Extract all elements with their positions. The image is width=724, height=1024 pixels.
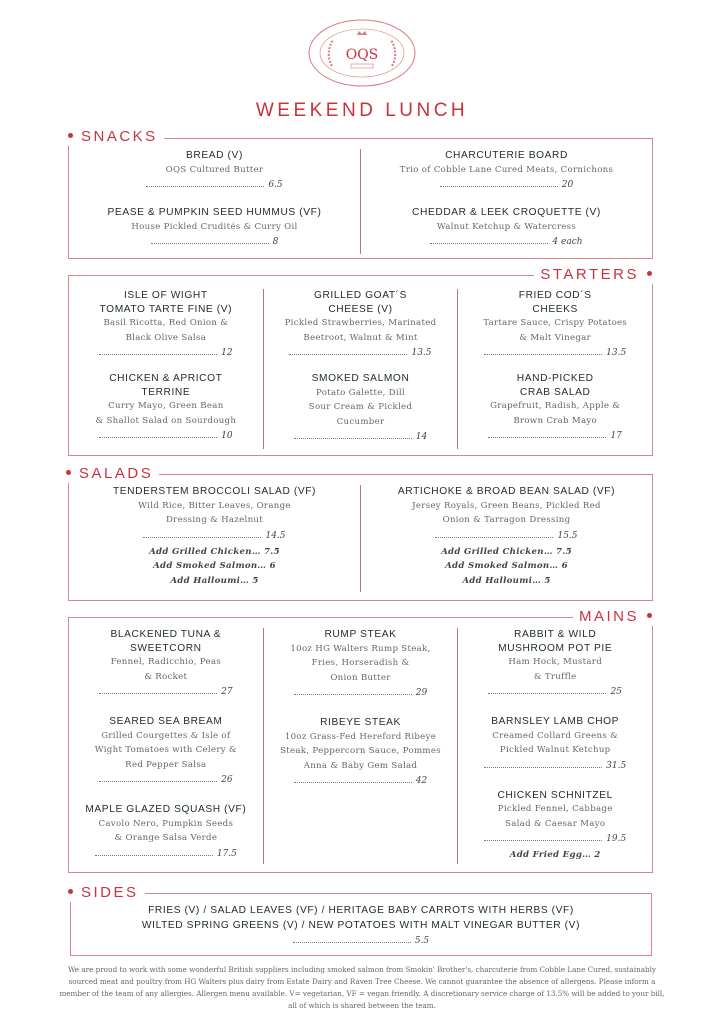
item-name: BLACKENED TUNA & [110, 629, 222, 640]
item-name: RABBIT & WILD [514, 629, 597, 640]
item-name: RIBEYE STEAK [320, 717, 401, 728]
item-description: Pickled Fennel, Cabbage [497, 804, 613, 814]
price-value: 6.5 [268, 180, 283, 190]
bullet-icon [66, 470, 71, 475]
mains-heading-text: MAINS [578, 608, 639, 625]
item-description: Wight Tomatoes with Celery & [94, 745, 237, 755]
menu-column [458, 628, 652, 864]
item-name: SMOKED SALMON [311, 373, 410, 384]
salads-heading [60, 465, 159, 483]
item-description: Pickled Strawberries, Marinated [284, 318, 437, 328]
menu-item [108, 206, 322, 251]
item-description: Brown Crab Mayo [513, 415, 598, 426]
menu-column [69, 628, 263, 864]
item-price [294, 773, 427, 790]
price-leader [488, 428, 606, 438]
price-leader [430, 234, 548, 244]
starters-heading-text: STARTERS [540, 266, 639, 283]
item-price [488, 428, 621, 445]
item-description: Fennel, Radicchio, Peas [110, 657, 222, 667]
menu-column [69, 149, 360, 254]
item-addon: Add Halloumi… 5 [170, 575, 259, 586]
footer-note: We are proud to work with some wonderful British suppliers including smoked salmon from Smokin' Brother's, charcuterie from Cobble Lane Cured, sustainably sourced meat and poultry from HG Walters plus dairy from Estate Dairy and Raven Tree Cheese. We cannot guarantee the absence of allergens. Please inform a member of the team of any allergies. Allergen menu available. V= vegetarian, VF = vegan friendly. A discretionary service charge of 13.5% will be added to your bill, all of which is shared between the team. [59, 965, 665, 1010]
item-price [99, 345, 232, 362]
snacks-section [68, 138, 653, 259]
item-description: Sour Cream & Pickled [308, 402, 413, 412]
item-price [484, 758, 626, 775]
item-name: ARTICHOKE & BROAD BEAN SALAD (VF) [397, 486, 616, 497]
item-price [99, 428, 232, 445]
sides-line: WILTED SPRING GREENS (V) / NEW POTATOES WITH MALT VINEGAR BUTTER (V) [141, 920, 581, 931]
item-addon: Add Halloumi… 5 [462, 575, 551, 586]
price-leader [484, 758, 602, 768]
oqs-logo [307, 18, 417, 88]
price-leader [294, 429, 412, 439]
price-value: 15.5 [557, 530, 578, 541]
menu-item [398, 485, 615, 588]
item-price [146, 177, 282, 194]
price-leader [99, 428, 217, 438]
bullet-icon [647, 271, 652, 276]
item-addon: Add Grilled Chicken… 7.5 [441, 546, 572, 557]
item-description: Grilled Courgettes & Isle of [101, 730, 231, 741]
snacks-heading-text: SNACKS [81, 128, 158, 145]
price-value: 19.5 [606, 834, 627, 844]
menu-item [95, 715, 237, 789]
menu-column [264, 289, 458, 449]
mains-heading [573, 608, 658, 626]
price-leader [440, 177, 558, 187]
item-price [289, 345, 431, 362]
menu-item [99, 289, 232, 362]
item-description: House Pickled Crudités & Curry Oil [131, 221, 298, 232]
menu-title: WEEKEND LUNCH [255, 100, 469, 121]
item-name: CRAB SALAD [519, 386, 591, 398]
price-leader [488, 684, 606, 694]
item-name: CHICKEN SCHNITZEL [497, 789, 613, 801]
sides-line: FRIES (V) / SALAD LEAVES (VF) / HERITAGE BABY CARROTS WITH HERBS (VF) [148, 905, 574, 916]
menu-item [400, 149, 613, 194]
item-name: CHEESE (V) [328, 303, 393, 315]
item-name: PEASE & PUMPKIN SEED HUMMUS (VF) [107, 207, 322, 218]
item-name: TOMATO TARTE FINE (V) [99, 303, 233, 315]
starters-heading [534, 266, 658, 284]
item-price [95, 846, 237, 863]
logo-monogram: OQS [345, 47, 379, 63]
menu-item [146, 149, 282, 194]
item-description: Potato Galette, Dill [316, 387, 405, 398]
item-description: Basil Ricotta, Red Onion & [103, 318, 229, 328]
price-value: 31.5 [606, 760, 627, 771]
item-description: & Truffle [533, 671, 577, 682]
price-value: 27 [221, 687, 233, 697]
item-price [430, 234, 582, 251]
item-description: Onion & Tarragon Dressing [442, 515, 571, 525]
menu-item [412, 206, 601, 251]
menu-item [99, 628, 232, 701]
item-name: MUSHROOM POT PIE [498, 642, 613, 654]
item-description: Cucumber [336, 416, 385, 427]
menu-item [85, 803, 246, 863]
item-name: BREAD (V) [186, 150, 243, 161]
price-value: 14 [415, 432, 428, 442]
menu-column [361, 485, 652, 592]
item-description: Beetroot, Walnut & Mint [303, 332, 418, 343]
item-description: Onion Butter [330, 672, 391, 683]
item-description: 10oz HG Walters Rump Steak, [290, 643, 431, 654]
item-name: RUMP STEAK [324, 629, 397, 640]
price-value: 20 [561, 180, 574, 190]
item-addon: Add Grilled Chicken… 7.5 [149, 546, 280, 557]
item-description: & Orange Salsa Verde [114, 833, 218, 843]
item-name: CHICKEN & APRICOT [109, 373, 223, 384]
item-description: Black Olive Salsa [125, 332, 207, 343]
item-addon: Add Smoked Salmon… 6 [153, 561, 276, 571]
item-description: Cavolo Nero, Pumpkin Seeds [98, 818, 234, 829]
item-description: Pickled Walnut Ketchup [499, 745, 611, 755]
item-description: & Shallot Salad on Sourdough [95, 415, 237, 426]
menu-column [458, 289, 652, 449]
price-leader [294, 773, 412, 783]
menu-column [69, 289, 263, 449]
item-description: Walnut Ketchup & Watercress [436, 221, 577, 232]
price-value: 17.5 [216, 848, 237, 859]
price-value: 4 each [552, 237, 583, 247]
price-leader [435, 528, 553, 538]
price-leader [99, 772, 217, 782]
item-price [484, 831, 626, 848]
price-leader [151, 234, 269, 244]
item-price [99, 684, 232, 701]
item-name: SWEETCORN [130, 642, 202, 654]
item-price [294, 429, 427, 446]
mains-section [68, 617, 653, 873]
item-name: ISLE OF WIGHT [124, 290, 208, 301]
menu-item [294, 372, 427, 446]
item-description: & Malt Vinegar [519, 332, 591, 343]
price-value: 12 [221, 348, 233, 358]
menu-item [280, 716, 441, 790]
sides-heading [62, 884, 145, 902]
snacks-heading [62, 128, 164, 146]
item-price [435, 528, 577, 545]
item-price [488, 684, 621, 701]
item-description: Curry Mayo, Green Bean [108, 401, 224, 411]
price-value: 5.5 [414, 936, 430, 946]
price-leader [143, 528, 261, 538]
item-description: Trio of Cobble Lane Cured Meats, Cornichons [399, 164, 614, 175]
item-description: Anna & Baby Gem Salad [303, 760, 418, 771]
item-description: Red Pepper Salsa [125, 759, 207, 770]
item-name: SEARED SEA BREAM [109, 716, 223, 727]
bullet-icon [68, 133, 73, 138]
sides-heading-text: SIDES [81, 884, 139, 901]
price-value: 25 [610, 687, 622, 697]
item-price [440, 177, 573, 194]
item-name: FRIED COD´S [518, 290, 592, 301]
sides-price [293, 933, 429, 950]
bullet-icon [68, 889, 73, 894]
price-value: 42 [415, 776, 428, 786]
item-name: CHARCUTERIE BOARD [445, 150, 568, 161]
menu-item [484, 789, 626, 863]
starters-section [68, 275, 653, 456]
item-description: Ham Hock, Mustard [508, 657, 603, 667]
price-leader [95, 846, 213, 856]
item-price [294, 685, 427, 702]
item-description: Creamed Collard Greens & [492, 730, 619, 741]
price-value: 8 [272, 237, 279, 247]
item-description: 10oz Grass-Fed Hereford Ribeye [284, 731, 437, 742]
menu-column [264, 628, 458, 864]
item-addon: Add Smoked Salmon… 6 [445, 561, 568, 571]
price-leader [293, 933, 411, 943]
menu-item [95, 372, 236, 445]
item-addon: Add Fried Egg… 2 [509, 850, 601, 860]
item-name: GRILLED GOAT´S [313, 290, 408, 301]
item-name: CHEEKS [532, 303, 578, 315]
item-description: & Rocket [144, 671, 188, 682]
price-leader [99, 345, 217, 355]
item-description: Grapefruit, Radish, Apple & [490, 401, 621, 411]
menu-item [484, 715, 626, 775]
price-value: 14.5 [265, 530, 286, 541]
price-value: 10 [221, 431, 233, 441]
salads-heading-text: SALADS [79, 465, 154, 482]
menu-item [483, 289, 627, 362]
price-leader [294, 685, 412, 695]
salads-section [68, 474, 653, 601]
item-name: BARNSLEY LAMB CHOP [491, 716, 620, 727]
price-value: 13.5 [411, 348, 432, 358]
menu-column [361, 149, 652, 254]
bullet-icon [647, 613, 652, 618]
price-leader [146, 177, 264, 187]
item-name: MAPLE GLAZED SQUASH (VF) [85, 804, 247, 815]
item-price [99, 772, 232, 789]
item-description: OQS Cultured Butter [165, 164, 264, 175]
menu-item [290, 628, 430, 702]
item-description: Dressing & Hazelnut [165, 515, 263, 525]
price-value: 29 [415, 688, 428, 698]
menu-item [488, 628, 621, 701]
item-description: Wild Rice, Bitter Leaves, Orange [138, 500, 291, 511]
item-description: Jersey Royals, Green Beans, Pickled Red [412, 500, 601, 511]
item-name: HAND-PICKED [516, 373, 594, 384]
item-description: Steak, Peppercorn Sauce, Pommes [280, 746, 441, 756]
menu-item [285, 289, 437, 362]
item-price [143, 528, 285, 545]
menu-column [69, 485, 360, 592]
item-price [484, 345, 626, 362]
price-leader [484, 345, 602, 355]
item-name: TERRINE [141, 386, 191, 398]
item-description: Salad & Caesar Mayo [505, 818, 606, 829]
item-description: Fries, Horseradish & [311, 658, 410, 668]
item-name: CHEDDAR & LEEK CROQUETTE (V) [412, 207, 601, 218]
item-name: TENDERSTEM BROCCOLI SALAD (VF) [112, 486, 317, 497]
price-value: 13.5 [606, 348, 627, 358]
item-price [151, 234, 279, 251]
menu-item [113, 485, 316, 588]
price-leader [484, 831, 602, 841]
price-value: 17 [610, 431, 622, 441]
menu-item [488, 372, 621, 445]
item-description: Tartare Sauce, Crispy Potatoes [483, 318, 628, 328]
price-value: 26 [221, 775, 233, 785]
sides-section [70, 893, 652, 956]
price-leader [99, 684, 217, 694]
price-leader [289, 345, 407, 355]
